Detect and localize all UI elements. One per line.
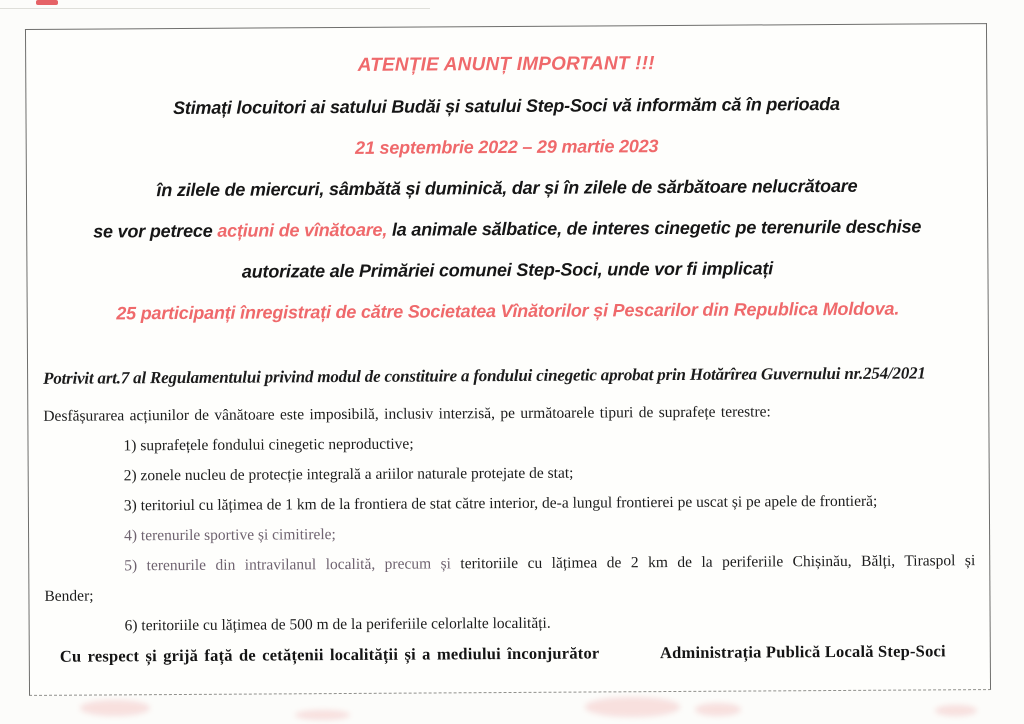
days-line: în zilele de miercuri, sâmbătă și duminică, dar și în zilele de sărbătoare nelucrătoare	[156, 175, 858, 201]
scan-edge-line	[0, 8, 430, 9]
signature-line: Administrația Publică Locală Step-Soci	[659, 641, 946, 663]
legal-lead: Desfășurarea acțiunilor de vânătoare este imposibilă, inclusiv interzisă, pe următoarele tipuri de suprafețe terestre:	[43, 403, 771, 425]
announcement-title: ATENȚIE ANUNȚ IMPORTANT !!!	[357, 53, 655, 76]
scan-red-mark	[36, 0, 58, 5]
participants-line: 25 participanți înregistrați de către Societatea Vînătorilor și Pescarilor din Republica Moldova.	[116, 298, 900, 324]
scan-smudge	[585, 697, 680, 717]
action-line-prefix: se vor petrece	[93, 220, 218, 242]
legal-section	[28, 362, 990, 668]
intro-line: Stimați locuitori ai satului Budăi și satului Step-Soci vă informăm că în perioada	[173, 93, 840, 119]
list-item-4: 4) terenurile sportive și cimitirele;	[124, 526, 336, 545]
scan-smudge	[295, 710, 350, 720]
scan-smudge	[935, 705, 977, 716]
list-item-5	[44, 550, 977, 578]
list-item-5-continuation: Bender;	[44, 587, 94, 605]
list-item-1: 1) suprafețele fondului cinegetic neproductive;	[123, 435, 414, 455]
restricted-areas-list	[43, 430, 977, 638]
list-item-5-dark: teritoriile cu lățimea de 2 km de la periferiile Chișinău, Bălți, Tiraspol și	[450, 552, 976, 573]
legal-reference: Potrivit art.7 al Regulamentului privind modul de constituire a fondului cinegetic aprobat prin Hotărîrea Guvernului nr.254/2021	[43, 363, 926, 388]
scan-smudge	[695, 703, 741, 716]
authorized-line: autorizate ale Primăriei comunei Step-Soci, unde vor fi implicați	[241, 258, 774, 282]
footer-row	[45, 640, 978, 668]
list-item-5-faded: 5) terenurile din intravilanul localită, precum și	[124, 555, 451, 575]
action-line	[37, 214, 977, 244]
announcement-border-box	[25, 23, 991, 696]
list-item-6: 6) teritoriile cu lățimea de 500 m de la periferiile celorlalte localități.	[124, 614, 551, 635]
scan-smudge	[80, 700, 150, 716]
closing-line: Cu respect și grijă față de cetățenii localității și a mediului înconjurător	[59, 643, 600, 666]
list-item-3: 3) teritoriul cu lățimea de 1 km de la frontiera de stat către interior, de-a lungul frontierei pe uscat și pe apele de frontieră;	[123, 492, 878, 515]
list-item-2: 2) zonele nucleu de protecție integrală a ariilor naturale protejate de stat;	[123, 464, 574, 485]
period-line: 21 septembrie 2022 – 29 martie 2023	[355, 136, 659, 158]
action-line-highlight: acțiuni de vînătoare,	[217, 219, 388, 241]
action-line-suffix: la animale sălbatice, de interes cinegetic pe terenurile deschise	[387, 216, 922, 240]
